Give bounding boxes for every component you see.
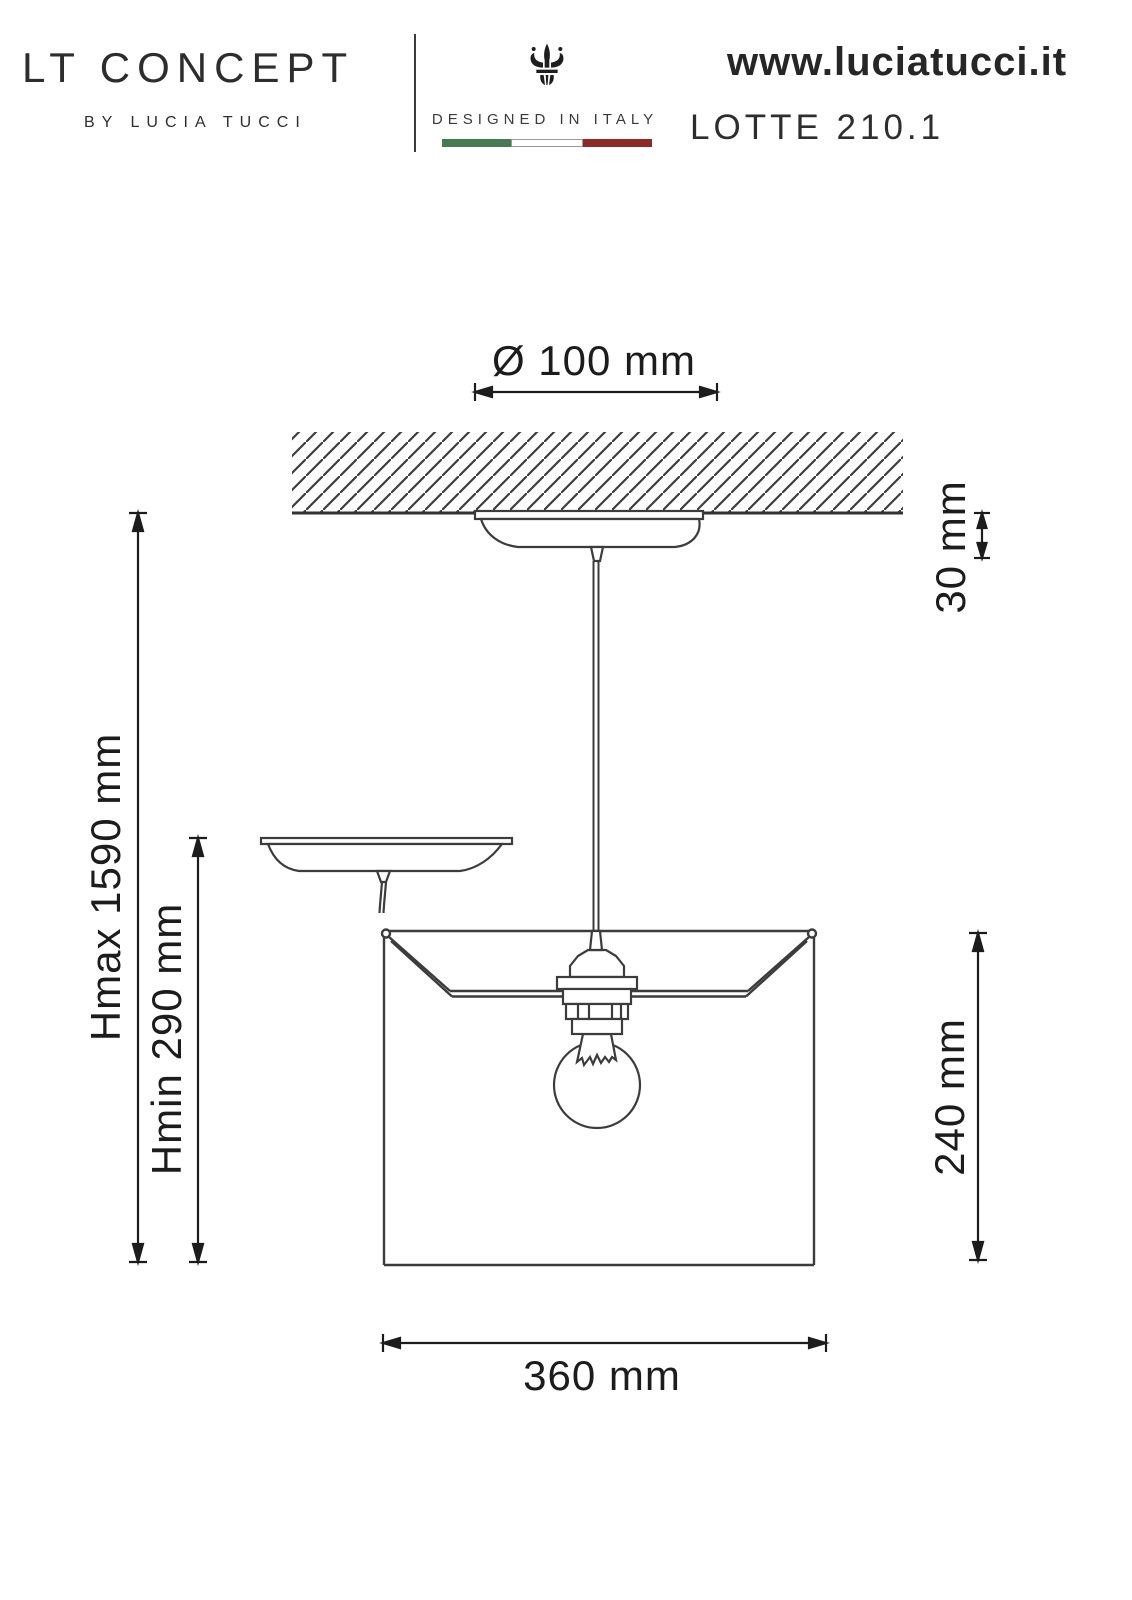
- suspension-cable: [594, 561, 599, 931]
- socket-drawing: [557, 931, 637, 1034]
- ceiling-hatch: [292, 432, 903, 513]
- ceiling-canopy-drawing: [475, 511, 703, 561]
- dim-hmin-arrow: [189, 838, 207, 1262]
- brand-logo-subtitle: BY LUCIA TUCCI: [84, 114, 307, 131]
- hmax-label: Hmax 1590 mm: [82, 732, 129, 1042]
- dim-canopy-height-arrow: [974, 513, 990, 558]
- website-url: www.luciatucci.it: [727, 40, 1068, 84]
- hmin-label: Hmin 290 mm: [143, 902, 190, 1176]
- shade-width-label: 360 mm: [523, 1352, 681, 1399]
- dim-shade-width-arrow: [383, 1334, 826, 1352]
- canopy-min-height-drawing: [261, 838, 512, 913]
- brand-logo-text: LT CONCEPT: [22, 44, 355, 91]
- shade-height-label: 240 mm: [926, 1018, 973, 1176]
- canopy-diameter-label: Ø 100 mm: [491, 337, 697, 384]
- dim-canopy-diameter-arrow: [475, 383, 717, 401]
- canopy-height-label: 30 mm: [927, 480, 974, 614]
- model-number: LOTTE 210.1: [690, 108, 945, 147]
- bulb-drawing: [554, 1034, 640, 1128]
- designed-in-italy-label: DESIGNED IN ITALY: [431, 111, 659, 128]
